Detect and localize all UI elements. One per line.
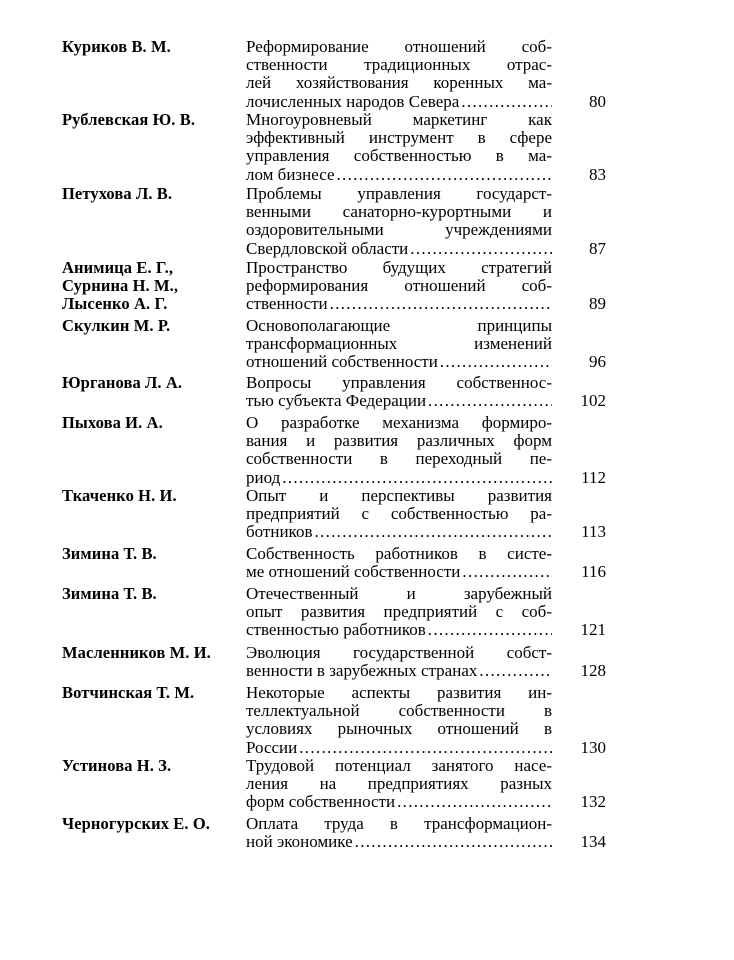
toc-title-line: собственности в переходный пе- <box>246 450 552 469</box>
toc-title-line: Трудовой потенциал занятого насе- <box>246 757 552 775</box>
toc-page-number: 89 <box>589 294 606 314</box>
toc-author: Зимина Т. В. <box>62 584 157 603</box>
toc-title-line: венными санаторно-курортными и <box>246 203 552 222</box>
toc-title-last-line: ственностью работников ..... <box>246 621 552 639</box>
toc-title-line: условиях рыночных отношений в <box>246 720 552 739</box>
toc-title <box>246 545 552 581</box>
toc-title-line: Основополагающие принципы <box>246 317 552 335</box>
leader-dots <box>426 621 552 639</box>
toc-title-line: Отечественный и зарубежный <box>246 585 552 603</box>
toc-author: Вотчинская Т. М. <box>62 683 195 702</box>
toc-title-last-line: форм собственности ..... <box>246 793 552 811</box>
toc-title-last-line: ной экономике ..... <box>246 833 552 851</box>
toc-title-last-line: Свердловской области ..... <box>246 240 552 258</box>
toc-title-line: ления на предприятиях разных <box>246 775 552 794</box>
toc-page-number: 130 <box>580 737 606 757</box>
toc-title-line: реформирования отношений соб- <box>246 277 552 296</box>
toc-title-line: Оплата труда в трансформацион- <box>246 815 552 833</box>
toc-author: Скулкин М. Р. <box>62 316 171 335</box>
leader-dots <box>353 833 552 851</box>
toc-author: Устинова Н. З. <box>62 756 172 775</box>
toc-title <box>246 757 552 812</box>
toc-page-number: 83 <box>589 164 606 184</box>
toc-title <box>246 644 552 680</box>
toc-author: Масленников М. И. <box>62 643 211 662</box>
toc-title-line: Вопросы управления собственнос- <box>246 374 552 392</box>
toc-title <box>246 185 552 258</box>
toc-author: Пыхова И. А. <box>62 413 163 432</box>
toc-author: Куриков В. М. <box>62 37 171 56</box>
toc-author: Юрганова Л. А. <box>62 373 183 392</box>
toc-title-last-line: лом бизнесе ..... <box>246 166 552 184</box>
toc-page-number: 102 <box>580 391 606 411</box>
toc-title-line: ственности традиционных отрас- <box>246 56 552 75</box>
toc-author: Черногурских Е. О. <box>62 814 211 833</box>
toc-title-last-line: отношений собственности ..... <box>246 353 552 371</box>
toc-title-line: лей хозяйствования коренных ма- <box>246 74 552 93</box>
toc-title <box>246 38 552 111</box>
toc-page-number: 121 <box>580 620 606 640</box>
toc-page-number: 80 <box>589 91 606 111</box>
leader-dots <box>408 240 552 258</box>
toc-title-line: Проблемы управления государст- <box>246 185 552 203</box>
leader-dots <box>426 392 552 410</box>
leader-dots <box>328 295 552 313</box>
toc-title-last-line: лочисленных народов Севера ..... <box>246 93 552 111</box>
toc-title-last-line: тью субъекта Федерации ..... <box>246 392 552 410</box>
toc-title-line: Реформирование отношений соб- <box>246 38 552 56</box>
toc-page-number: 113 <box>581 522 606 542</box>
toc-author: Петухова Л. В. <box>62 184 173 203</box>
toc-title-line: Эволюция государственной собст- <box>246 644 552 662</box>
toc-title <box>246 111 552 184</box>
leader-dots <box>460 563 552 581</box>
toc-title-line: оздоровительными учреждениями <box>246 221 552 240</box>
toc-title-line: эффективный инструмент в сфере <box>246 129 552 148</box>
toc-title-last-line: венности в зарубежных странах ..... <box>246 662 552 680</box>
toc-page-number: 116 <box>581 562 606 582</box>
toc-page-number: 134 <box>580 832 606 852</box>
toc-page-number: 128 <box>580 661 606 681</box>
toc-title-line: О разработке механизма формиро- <box>246 414 552 432</box>
toc-title-line: предприятий с собственностью ра- <box>246 505 552 524</box>
toc-title-line: трансформационных изменений <box>246 335 552 354</box>
toc-title <box>246 487 552 542</box>
toc-title-last-line: ственности ..... <box>246 295 552 313</box>
toc-page-number: 132 <box>580 792 606 812</box>
toc-page-number: 87 <box>589 238 606 258</box>
toc-title-line: теллектуальной собственности в <box>246 702 552 721</box>
leader-dots <box>335 166 553 184</box>
leader-dots <box>280 469 552 487</box>
toc-title-last-line: ботников ..... <box>246 523 552 541</box>
toc-title <box>246 684 552 757</box>
toc-page-number: 112 <box>581 467 606 487</box>
toc-title <box>246 414 552 487</box>
toc-title-line: опыт развития предприятий с соб- <box>246 603 552 622</box>
toc-title-last-line: ме отношений собственности ..... <box>246 563 552 581</box>
toc-title <box>246 374 552 410</box>
toc-author: Рублевская Ю. В. <box>62 110 196 129</box>
leader-dots <box>438 353 552 371</box>
toc-title-line: вания и развития различных форм <box>246 432 552 451</box>
leader-dots <box>459 93 552 111</box>
toc-title-line: Опыт и перспективы развития <box>246 487 552 505</box>
leader-dots <box>395 793 552 811</box>
toc-title-last-line: России ..... <box>246 739 552 757</box>
leader-dots <box>477 662 552 680</box>
toc-author: Анимица Е. Г., Сурнина Н. М., Лысенко А. Г. <box>62 258 179 314</box>
toc-page-number: 96 <box>589 352 606 372</box>
toc-title-line: управления собственностью в ма- <box>246 147 552 166</box>
toc-author: Зимина Т. В. <box>62 544 157 563</box>
toc-title-line: Пространство будущих стратегий <box>246 259 552 277</box>
toc-author: Ткаченко Н. И. <box>62 486 177 505</box>
toc-title <box>246 317 552 372</box>
toc-title-line: Некоторые аспекты развития ин- <box>246 684 552 702</box>
toc-title <box>246 585 552 640</box>
toc-title-line: Собственность работников в систе- <box>246 545 552 563</box>
toc-title <box>246 259 552 314</box>
toc-title-last-line: риод ..... <box>246 469 552 487</box>
toc-title-line: Многоуровневый маркетинг как <box>246 111 552 129</box>
leader-dots <box>297 739 552 757</box>
leader-dots <box>312 523 552 541</box>
toc-title <box>246 815 552 851</box>
